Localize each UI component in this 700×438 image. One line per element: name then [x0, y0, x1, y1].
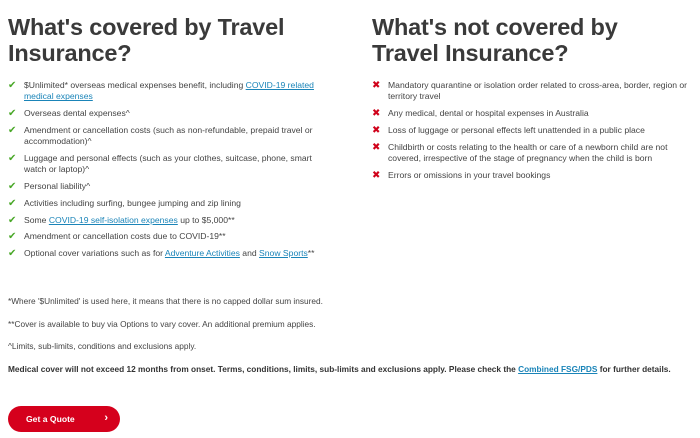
item-text: Childbirth or costs relating to the health or care of a newborn child are not covered, irrespective of the stage of pregnancy when the child is born [388, 141, 668, 163]
inline-link[interactable]: Snow Sports [259, 248, 308, 259]
get-a-quote-button[interactable] [8, 406, 120, 432]
item-text: ** [307, 248, 315, 259]
not-covered-item [372, 108, 690, 119]
check-icon: ✔ [8, 108, 17, 120]
covered-heading: What's covered by Travel Insurance? [8, 14, 285, 66]
covered-item [8, 108, 328, 119]
chevron-right-icon: › [104, 412, 108, 424]
item-text: Amendment or cancellation costs (such as non-refundable, prepaid travel or accommodation)^ [24, 124, 313, 147]
not-covered-item [372, 170, 690, 181]
cross-icon: ✖ [372, 108, 381, 120]
check-icon: ✔ [8, 231, 17, 243]
cross-icon: ✖ [372, 169, 381, 181]
check-icon: ✔ [8, 197, 17, 209]
item-text: up to $5,000** [177, 214, 235, 225]
unlimited-note: *Where '$Unlimited' is used here, it means that there is no capped dollar sum insured. [8, 296, 323, 306]
item-text: Optional cover variations such as for [24, 248, 165, 259]
check-icon: ✔ [8, 124, 17, 136]
limits-note: ^Limits, sub-limits, conditions and exclusions apply. [8, 341, 197, 351]
inline-link[interactable]: COVID-19 related medical expenses [24, 80, 314, 102]
not-covered-item [372, 80, 690, 103]
covered-item [8, 198, 328, 209]
combined-fsg-pds-link[interactable]: Combined FSG/PDS [518, 363, 598, 374]
not-covered-item [372, 125, 690, 136]
check-icon: ✔ [8, 214, 17, 226]
inline-link[interactable]: Adventure Activities [164, 248, 240, 259]
covered-item [8, 153, 328, 176]
covered-item [8, 80, 328, 103]
not-covered-section [372, 14, 690, 187]
item-text: Some [24, 214, 49, 225]
item-text: Overseas dental expenses^ [24, 108, 130, 119]
item-text: and [239, 248, 260, 259]
options-note: **Cover is available to buy via Options to vary cover. An additional premium applies. [8, 318, 316, 329]
item-text: $Unlimited* overseas medical expenses benefit, including [24, 80, 246, 90]
item-text: Amendment or cancellation costs due to COVID-19** [24, 231, 226, 242]
covered-item [8, 231, 328, 242]
medical-cover-note [8, 364, 688, 375]
item-text: Loss of luggage or personal effects left unattended in a public place [388, 124, 645, 135]
footnotes [8, 296, 688, 386]
medical-note-suffix: for further details. [597, 363, 671, 374]
item-text: Luggage and personal effects (such as your clothes, suitcase, phone, smart watch or laptop)^ [24, 152, 312, 175]
item-text: Any medical, dental or hospital expenses in Australia [388, 108, 589, 119]
covered-section [8, 14, 328, 265]
cross-icon: ✖ [372, 141, 381, 153]
covered-item [8, 181, 328, 192]
covered-item [8, 248, 328, 259]
not-covered-item [372, 142, 690, 165]
item-text: Personal liability^ [24, 181, 91, 192]
check-icon: ✔ [8, 248, 17, 260]
not-covered-heading: What's not covered by Travel Insurance? [372, 14, 618, 66]
get-a-quote-label: Get a Quote [26, 414, 75, 424]
check-icon: ✔ [8, 152, 17, 164]
item-text: Errors or omissions in your travel bookings [388, 169, 551, 180]
cross-icon: ✖ [372, 80, 381, 91]
item-text: Activities including surfing, bungee jumping and zip lining [24, 197, 241, 208]
covered-list [8, 80, 328, 260]
check-icon: ✔ [8, 80, 17, 91]
not-covered-list [372, 80, 690, 181]
covered-item [8, 125, 328, 148]
covered-item [8, 215, 328, 226]
inline-link[interactable]: COVID-19 self-isolation expenses [48, 214, 178, 225]
cross-icon: ✖ [372, 124, 381, 136]
check-icon: ✔ [8, 181, 17, 193]
medical-note-prefix: Medical cover will not exceed 12 months from onset. Terms, conditions, limits, sub-limits and exclusions apply. Please check the [8, 363, 519, 374]
item-text: Mandatory quarantine or isolation order related to cross-area, border, region or territory travel [388, 80, 688, 102]
